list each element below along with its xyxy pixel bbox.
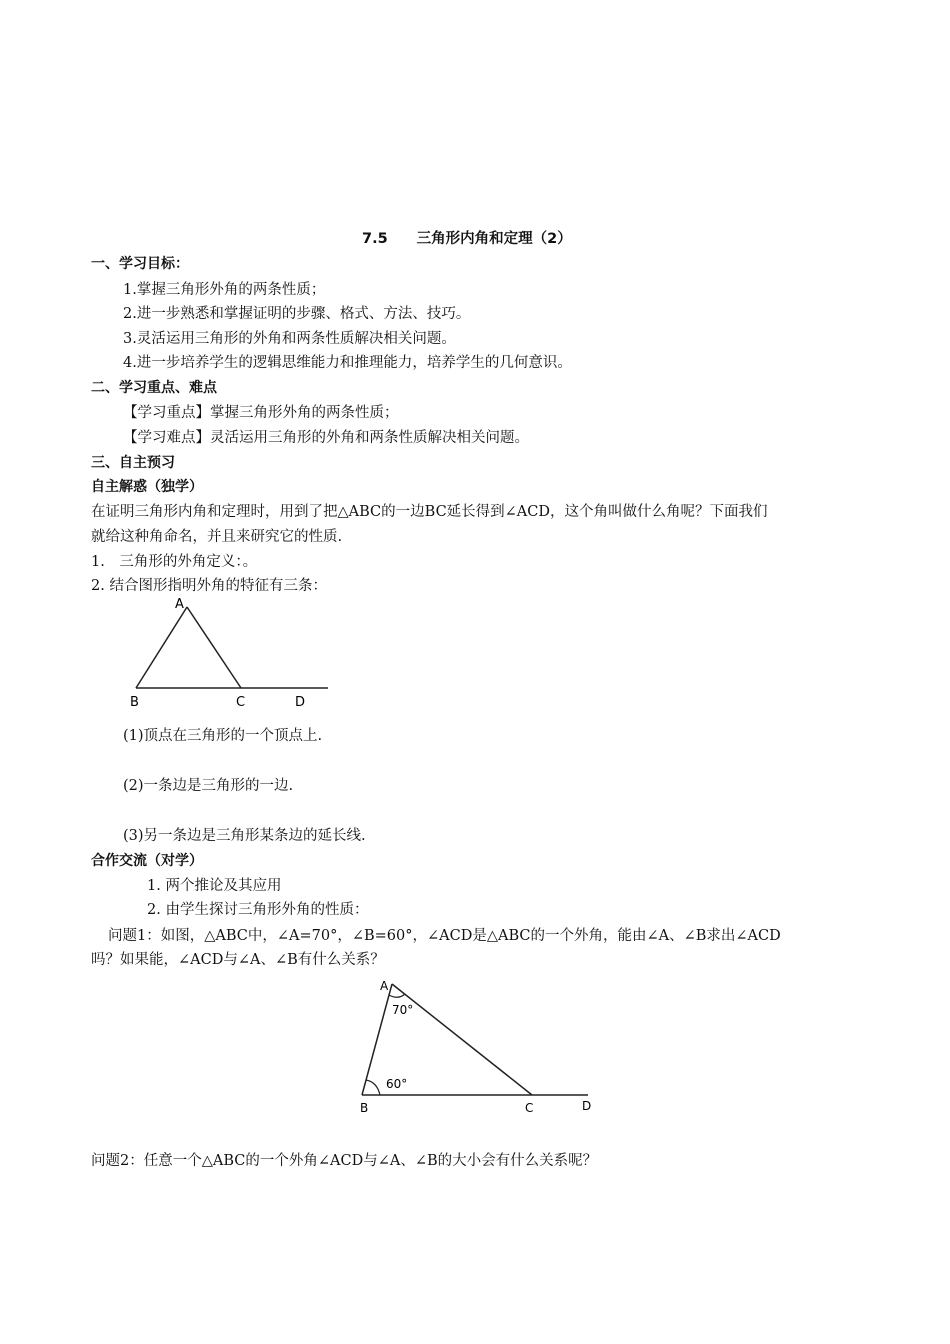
angle-a-arc xyxy=(389,994,405,997)
angle-a-value: 70° xyxy=(392,1003,414,1017)
angle-b-arc xyxy=(366,1080,380,1095)
objective-2: 2.进一步熟悉和掌握证明的步骤、格式、方法、技巧。 xyxy=(123,306,471,322)
objective-1: 1.掌握三角形外角的两条性质； xyxy=(123,282,326,298)
section1-heading: 一、学习目标： xyxy=(91,256,189,272)
feature-1: (1)顶点在三角形的一个顶点上. xyxy=(123,728,323,744)
side-ac xyxy=(392,984,532,1095)
difficulty: 【学习难点】灵活运用三角形的外角和两条性质解决相关问题。 xyxy=(123,430,529,446)
section2-heading: 二、学习重点、难点 xyxy=(91,380,217,396)
triangle-figure-2 xyxy=(350,972,610,1122)
label-c: C xyxy=(236,695,246,710)
feature-3: (3)另一条边是三角形某条边的延长线. xyxy=(123,828,366,844)
label-a: A xyxy=(380,979,389,993)
section3-heading: 三、自主预习 xyxy=(91,455,175,471)
problem-1-line-1: 问题1：如图，△ABC中，∠A=70°，∠B=60°，∠ACD是△ABC的一个外角，能由∠A、∠B求出∠ACD xyxy=(108,928,781,944)
objective-4: 4.进一步培养学生的逻辑思维能力和推理能力，培养学生的几何意识。 xyxy=(123,355,572,371)
label-c: C xyxy=(525,1101,534,1115)
question-1: 1. 三角形的外角定义：。 xyxy=(91,554,258,570)
label-b: B xyxy=(360,1101,369,1115)
cooperation-item-2: 2. 由学生探讨三角形外角的性质： xyxy=(147,902,369,918)
page-title: 7.5 三角形内角和定理（2） xyxy=(362,231,572,247)
triangle-figure-1 xyxy=(125,592,335,712)
label-d: D xyxy=(582,1099,592,1113)
cooperation-heading: 合作交流（对学） xyxy=(91,853,203,869)
feature-2: (2)一条边是三角形的一边. xyxy=(123,778,294,794)
problem-1-line-2: 吗？如果能，∠ACD与∠A、∠B有什么关系？ xyxy=(91,952,385,968)
problem-2: 问题2：任意一个△ABC的一个外角∠ACD与∠A、∠B的大小会有什么关系呢？ xyxy=(91,1153,598,1169)
label-b: B xyxy=(130,695,139,710)
objective-3: 3.灵活运用三角形的外角和两条性质解决相关问题。 xyxy=(123,331,456,347)
self-study-heading: 自主解惑（独学） xyxy=(91,479,203,495)
label-d: D xyxy=(295,695,306,710)
intro-line-2: 就给这种角命名，并且来研究它的性质. xyxy=(91,529,343,545)
label-a: A xyxy=(175,597,184,612)
key-point: 【学习重点】掌握三角形外角的两条性质； xyxy=(123,405,399,421)
cooperation-item-1: 1. 两个推论及其应用 xyxy=(147,878,282,894)
angle-b-value: 60° xyxy=(386,1077,408,1091)
intro-line-1: 在证明三角形内角和定理时，用到了把△ABC的一边BC延长得到∠ACD，这个角叫做什么角呢？下面我们 xyxy=(91,504,768,520)
question-2: 2. 结合图形指明外角的特征有三条： xyxy=(91,578,327,594)
side-ac xyxy=(187,607,241,688)
side-ab xyxy=(136,607,187,688)
